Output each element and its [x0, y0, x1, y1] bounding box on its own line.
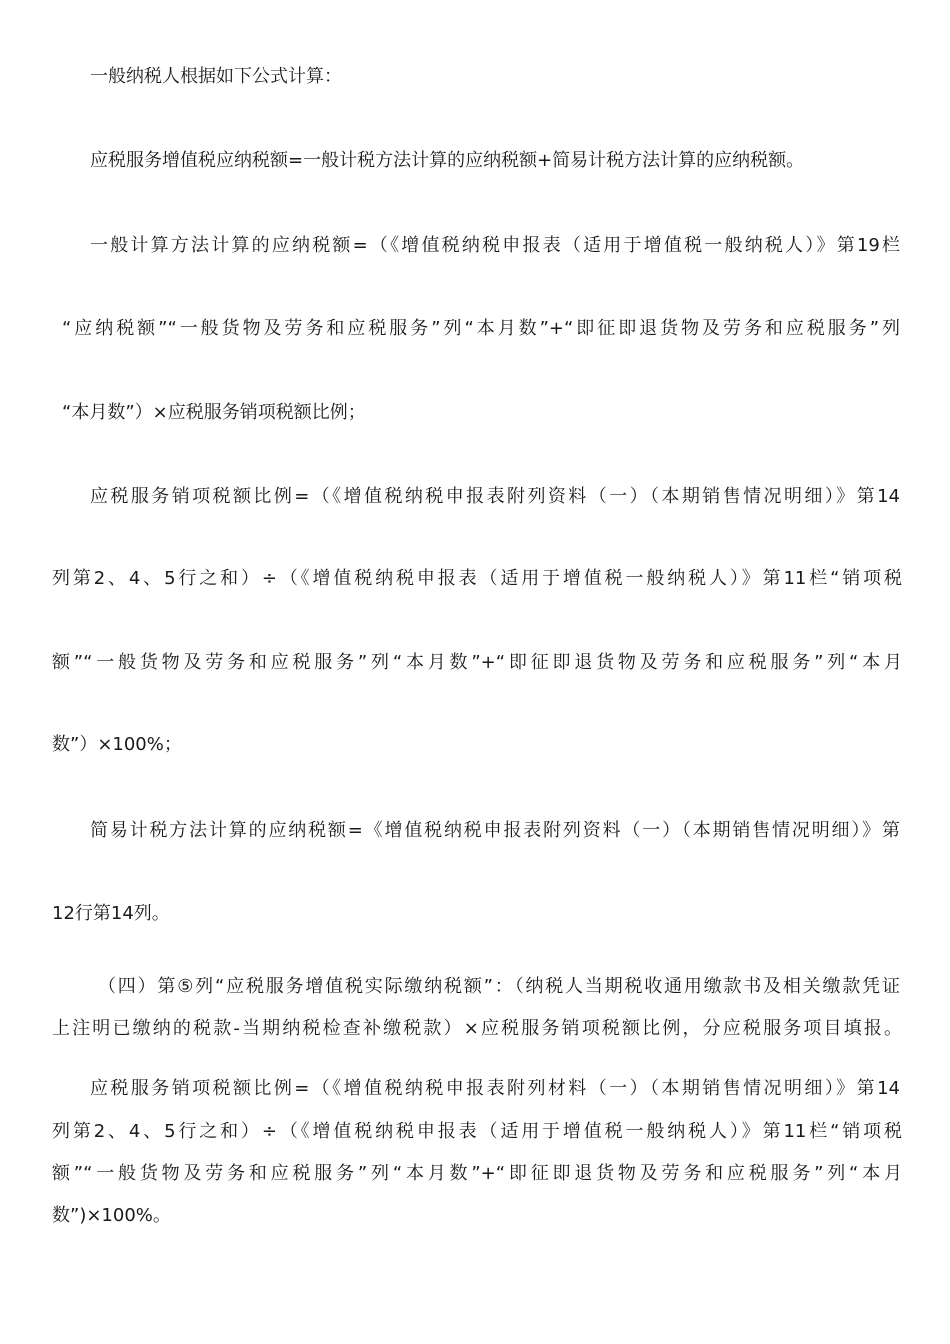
paragraph-line: 列第2、4、5行之和）÷（《增值税纳税申报表（适用于增值税一般纳税人）》第11栏“销项税: [52, 1121, 902, 1142]
paragraph-line: 应税服务销项税额比例=（《增值税纳税申报表附列资料（一）（本期销售情况明细）》第14: [90, 486, 900, 507]
paragraph-line: 应税服务销项税额比例=（《增值税纳税申报表附列材料（一）（本期销售情况明细）》第14: [90, 1078, 900, 1099]
paragraph-line: 应税服务增值税应纳税额=一般计税方法计算的应纳税额+简易计税方法计算的应纳税额。: [90, 150, 805, 171]
paragraph-line: 上注明已缴纳的税款-当期纳税检查补缴税款）×应税服务销项税额比例，分应税服务项目填报。: [52, 1018, 902, 1039]
paragraph-line: 额”“一般货物及劳务和应税服务”列“本月数”+“即征即退货物及劳务和应税服务”列“本月: [52, 1163, 902, 1184]
paragraph-line: 12行第14列。: [52, 903, 170, 924]
paragraph-line: 一般纳税人根据如下公式计算：: [90, 66, 342, 87]
paragraph-line: 额”“一般货物及劳务和应税服务”列“本月数”+“即征即退货物及劳务和应税服务”列“本月: [52, 652, 902, 673]
paragraph-line: 数”）×100%；: [52, 734, 182, 755]
paragraph-line: （四）第⑤列“应税服务增值税实际缴纳税额”：（纳税人当期税收通用缴款书及相关缴款凭证: [98, 976, 900, 997]
paragraph-line: 列第2、4、5行之和）÷（《增值税纳税申报表（适用于增值税一般纳税人）》第11栏“销项税: [52, 568, 902, 589]
paragraph-line: 数”)×100%。: [52, 1205, 171, 1226]
paragraph-line: “本月数”）×应税服务销项税额比例；: [62, 402, 366, 423]
paragraph-line: 一般计算方法计算的应纳税额=（《增值税纳税申报表（适用于增值税一般纳税人）》第19栏: [90, 235, 900, 256]
paragraph-line: “应纳税额”“一般货物及劳务和应税服务”列“本月数”+“即征即退货物及劳务和应税服务”列: [62, 318, 900, 339]
paragraph-line: 简易计税方法计算的应纳税额=《增值税纳税申报表附列资料（一）（本期销售情况明细）》第: [90, 820, 900, 841]
